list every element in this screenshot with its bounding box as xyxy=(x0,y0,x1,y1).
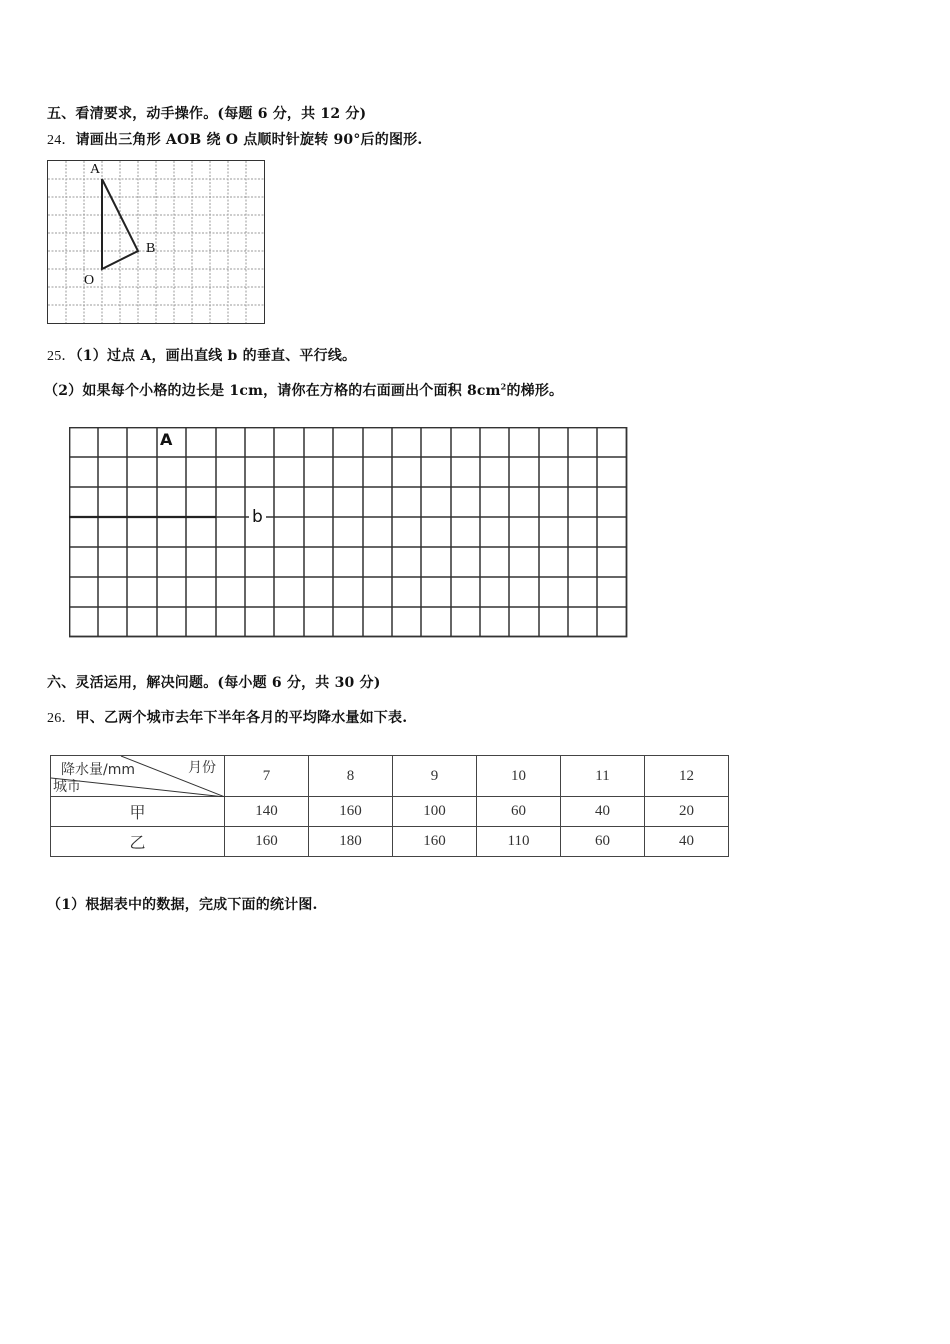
point-b-label: B xyxy=(146,241,156,256)
month-header: 10 xyxy=(477,756,561,797)
value-cell: 160 xyxy=(393,827,477,857)
value-cell: 20 xyxy=(645,797,729,827)
grid-lines xyxy=(48,161,264,323)
month-header: 8 xyxy=(309,756,393,797)
rainfall-table xyxy=(50,755,729,857)
value-cell: 160 xyxy=(225,827,309,857)
question-24 xyxy=(47,129,422,149)
table-row xyxy=(51,797,729,827)
table-corner-cell xyxy=(51,756,225,797)
point-a-label: A xyxy=(160,430,173,449)
value-cell: 110 xyxy=(477,827,561,857)
point-o-label: O xyxy=(84,273,95,288)
section-5-heading: 五、看清要求，动手操作。(每题 6 分，共 12 分) xyxy=(47,106,367,122)
superscript: 2 xyxy=(500,381,507,392)
question-26-part-1: （1）根据表中的数据，完成下面的统计图. xyxy=(47,897,318,913)
line-b-label: b xyxy=(252,507,263,527)
question-number: 26． xyxy=(47,711,76,726)
value-cell: 60 xyxy=(477,797,561,827)
value-cell: 100 xyxy=(393,797,477,827)
square-grid-q25 xyxy=(69,427,627,637)
value-cell: 60 xyxy=(561,827,645,857)
month-header: 11 xyxy=(561,756,645,797)
grid-lines xyxy=(69,427,629,639)
value-cell: 140 xyxy=(225,797,309,827)
month-header: 12 xyxy=(645,756,729,797)
month-header: 9 xyxy=(393,756,477,797)
corner-label-rainfall: 降水量/mm xyxy=(61,762,135,778)
table-row xyxy=(51,827,729,857)
point-a-label: A xyxy=(90,162,101,177)
question-25-part-1 xyxy=(47,345,356,365)
value-cell: 40 xyxy=(645,827,729,857)
table-header-row xyxy=(51,756,729,797)
corner-label-city: 城市 xyxy=(53,779,81,795)
city-cell: 乙 xyxy=(51,827,225,857)
dotted-grid-q24 xyxy=(47,160,265,324)
question-text-suffix: 的梯形。 xyxy=(506,383,564,399)
value-cell: 180 xyxy=(309,827,393,857)
question-text: 甲、乙两个城市去年下半年各月的平均降水量如下表. xyxy=(75,710,408,726)
question-text: （1）过点 A，画出直线 b 的垂直、平行线。 xyxy=(75,348,357,364)
value-cell: 40 xyxy=(561,797,645,827)
question-number: 24． xyxy=(47,133,76,148)
question-number: 25． xyxy=(47,349,76,364)
corner-label-month: 月份 xyxy=(188,760,216,776)
question-text: （2）如果每个小格的边长是 1cm，请你在方格的右面画出个面积 8cm xyxy=(44,383,501,399)
city-cell: 甲 xyxy=(51,797,225,827)
question-26 xyxy=(47,707,407,727)
month-header: 7 xyxy=(225,756,309,797)
value-cell: 160 xyxy=(309,797,393,827)
question-25-part-2 xyxy=(44,380,563,400)
section-6-heading: 六、灵活运用，解决问题。(每小题 6 分，共 30 分) xyxy=(47,675,381,691)
question-text: 请画出三角形 AOB 绕 O 点顺时针旋转 90°后的图形. xyxy=(75,132,423,148)
